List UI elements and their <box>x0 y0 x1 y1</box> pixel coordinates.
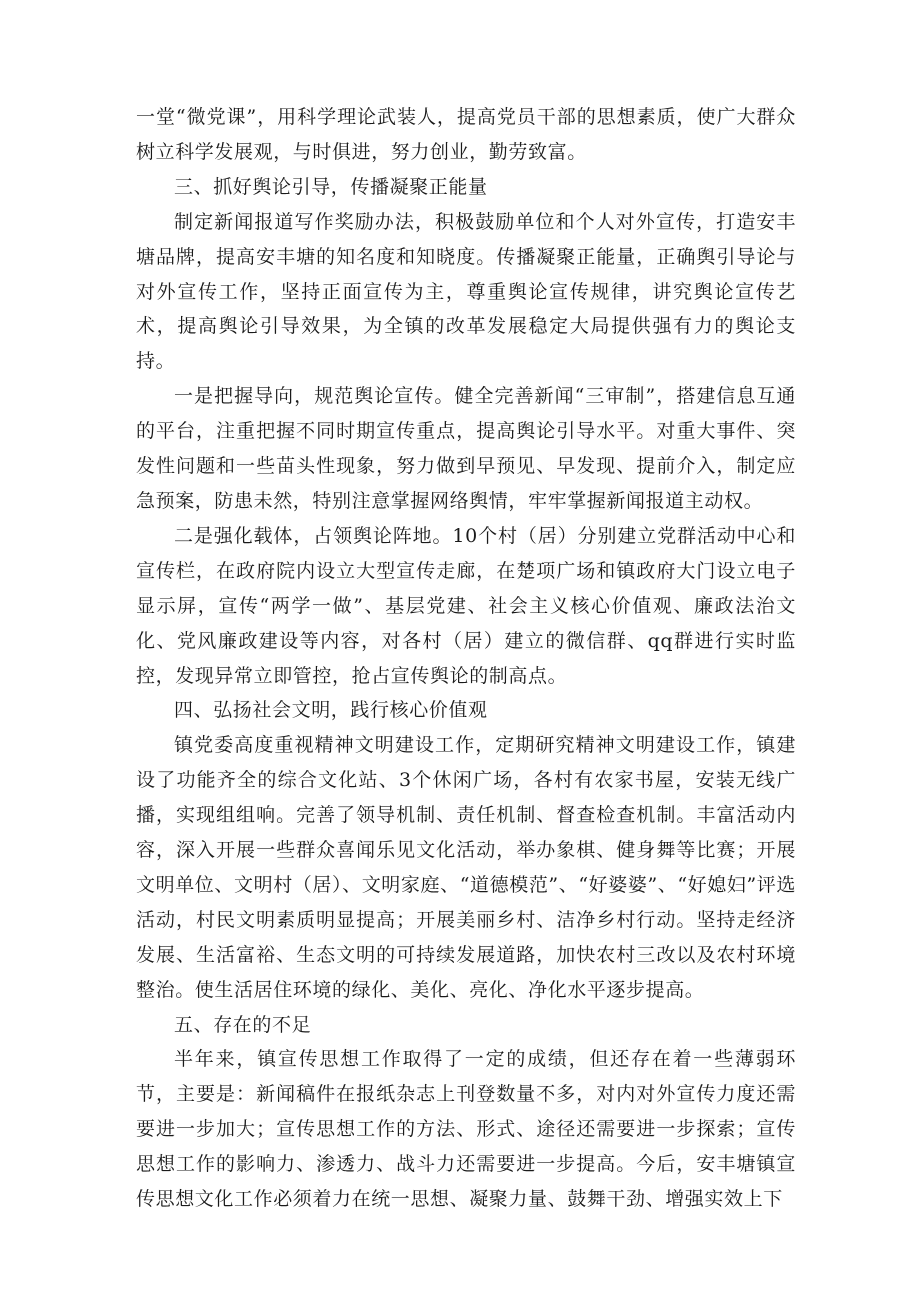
paragraph-guidance: 一是把握导向，规范舆论宣传。健全完善新闻“三审制”，搭建信息互通的平台，注重把握不同时期宣传重点，提高舆论引导水平。对重大事件、突发性问题和一些苗头性现象，努力做到早预见、早发现、提前介入，制定应急预案，防患未然，特别注意掌握网络舆情，牢牢掌握新闻报道主动权。 <box>136 385 796 512</box>
paragraph-civilization: 镇党委高度重视精神文明建设工作，定期研究精神文明建设工作，镇建设了功能齐全的综合文化站、3个休闲广场，各村有农家书屋，安装无线广播，实现组组响。完善了领导机制、责任机制、督查检查机制。丰富活动内容，深入开展一些群众喜闻乐见文化活动，举办象棋、健身舞等比赛；开展文明单位、文明村（居）、文明家庭、“道德模范”、“好婆婆”、“好媳妇”评选活动，村民文明素质明显提高；开展美丽乡村、洁净乡村行动。坚持走经济发展、生活富裕、生态文明的可持续发展道路，加快农村三改以及农村环境整治。使生活居住环境的绿化、美化、亮化、净化水平逐步提高。 <box>136 734 796 1001</box>
paragraph-public-opinion: 制定新闻报道写作奖励办法，积极鼓励单位和个人对外宣传，打造安丰塘品牌，提高安丰塘的知名度和知晓度。传播凝聚正能量，正确舆引导论与对外宣传工作，坚持正面宣传为主，尊重舆论宣传规律，讲究舆论宣传艺术，提高舆论引导效果，为全镇的改革发展稳定大局提供强有力的舆论支持。 <box>136 210 796 373</box>
paragraph-carriers: 二是强化载体，占领舆论阵地。10个村（居）分别建立党群活动中心和宣传栏，在政府院内设立大型宣传走廊，在楚项广场和镇政府大门设立电子显示屏，宣传“两学一做”、基层党建、社会主义核心价值观、廉政法治文化、党风廉政建设等内容，对各村（居）建立的微信群、qq群进行实时监控，发现异常立即管控，抢占宣传舆论的制高点。 <box>136 524 796 687</box>
paragraph-shortcomings: 半年来，镇宣传思想工作取得了一定的成绩，但还存在着一些薄弱环节，主要是：新闻稿件在报纸杂志上刊登数量不多，对内对外宣传力度还需要进一步加大；宣传思想工作的方法、形式、途径还需要进一步探索；宣传思想工作的影响力、渗透力、战斗力还需要进一步提高。今后，安丰塘镇宣传思想文化工作必须着力在统一思想、凝聚力量、鼓舞干劲、增强实效上下 <box>136 1048 796 1211</box>
section-heading-4: 四、弘扬社会文明，践行核心价值观 <box>174 699 488 722</box>
paragraph-continuation: 一堂“微党课”，用科学理论武装人，提高党员干部的思想素质，使广大群众树立科学发展观，与时俱进，努力创业，勤劳致富。 <box>136 106 796 163</box>
section-heading-3: 三、抓好舆论引导，传播凝聚正能量 <box>174 175 488 198</box>
section-heading-5: 五、存在的不足 <box>174 1013 312 1036</box>
document-body <box>136 100 796 1217</box>
